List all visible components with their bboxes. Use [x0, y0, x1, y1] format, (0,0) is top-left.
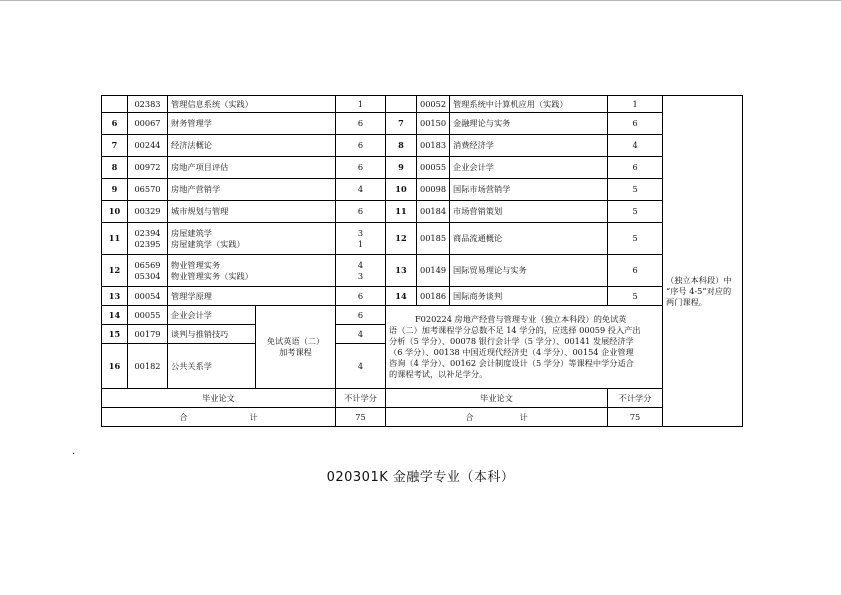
course-credit: 5	[608, 179, 663, 201]
course-name: 管理信息系统（实践）	[168, 96, 336, 113]
course-name: 管理学原理	[168, 287, 336, 306]
row-number	[386, 96, 417, 113]
course-name-pair	[168, 255, 336, 287]
course-credit-pair	[336, 255, 386, 287]
course-credit: 4	[336, 179, 386, 201]
row-number: 13	[102, 287, 128, 306]
row-number: 12	[102, 255, 128, 287]
row-number: 11	[102, 223, 128, 255]
course-code: 06569	[134, 259, 161, 270]
course-credit: 6	[608, 113, 663, 135]
side-note-line: 两门课程。	[666, 296, 707, 307]
row-number: 6	[102, 113, 128, 135]
course-code: 00329	[128, 201, 168, 223]
course-name: 物业管理实务	[171, 259, 221, 270]
course-credit: 5	[608, 223, 663, 255]
course-code: 05304	[134, 270, 161, 281]
course-credit: 4	[357, 259, 364, 270]
course-code: 06570	[128, 179, 168, 201]
course-name: 企业会计学	[168, 306, 256, 325]
course-code: 00055	[128, 306, 168, 325]
table-row	[102, 113, 743, 135]
row-number: 10	[386, 179, 417, 201]
course-code: 00052	[417, 96, 450, 113]
course-name: 公共关系学	[168, 344, 256, 389]
course-code: 00183	[417, 135, 450, 157]
course-code: 00244	[128, 135, 168, 157]
row-number	[102, 96, 128, 113]
course-code: 00054	[128, 287, 168, 306]
stray-dot: .	[72, 446, 76, 457]
course-code: 00179	[128, 325, 168, 344]
total-credit: 75	[336, 408, 386, 427]
row-number: 12	[386, 223, 417, 255]
table-row	[102, 201, 743, 223]
row-number: 11	[386, 201, 417, 223]
course-credit: 1	[336, 96, 386, 113]
course-credit: 1	[357, 238, 364, 249]
note-line: 语（二）加考课程学分总数不足 14 学分的，应选择 00059 投入产出	[389, 325, 641, 335]
course-code: 00098	[417, 179, 450, 201]
total-label-b: 计	[519, 411, 528, 422]
course-credit: 6	[336, 201, 386, 223]
note-line: F020224 房地产经营与管理专业（独立本科段）的免试英	[415, 314, 627, 324]
course-name: 房屋建筑学（实践）	[171, 238, 245, 249]
course-code: 00182	[128, 344, 168, 389]
row-number: 16	[102, 344, 128, 389]
course-name: 城市规划与管理	[168, 201, 336, 223]
table-row	[102, 255, 743, 287]
table-row	[102, 306, 743, 325]
row-number: 9	[386, 157, 417, 179]
course-name: 商品流通概论	[450, 223, 608, 255]
row-number: 7	[102, 135, 128, 157]
course-name: 房地产营销学	[168, 179, 336, 201]
side-note-line: “序号 4-5”对应的	[666, 285, 732, 296]
course-credit: 4	[336, 325, 386, 344]
total-label-a: 合	[465, 411, 474, 422]
course-code: 02383	[128, 96, 168, 113]
total-label	[102, 408, 336, 427]
table-row	[102, 157, 743, 179]
course-code: 00186	[417, 287, 450, 306]
note-line: 的课程考试，以补足学分。	[389, 369, 488, 379]
thesis-credit: 不计学分	[336, 389, 386, 408]
course-name: 企业会计学	[450, 157, 608, 179]
course-credit: 4	[336, 344, 386, 389]
course-code: 00067	[128, 113, 168, 135]
row-number: 8	[102, 157, 128, 179]
course-credit-pair	[336, 223, 386, 255]
course-credit: 4	[608, 135, 663, 157]
table-row	[102, 135, 743, 157]
course-name: 物业管理实务（实践）	[171, 270, 253, 281]
elective-label-line: 加考课程	[279, 347, 312, 357]
course-credit: 6	[608, 255, 663, 287]
course-credit: 6	[336, 135, 386, 157]
top-border-line	[0, 0, 841, 1]
course-credit: 1	[608, 96, 663, 113]
note-line: 分析（5 学分）、00078 银行会计学（5 学分）、00141 发展经济学	[389, 336, 634, 346]
course-code: 00972	[128, 157, 168, 179]
course-credit: 6	[608, 157, 663, 179]
course-name-pair	[168, 223, 336, 255]
table-row	[102, 96, 743, 113]
course-name: 房地产项目评估	[168, 157, 336, 179]
elective-note	[386, 306, 663, 389]
course-name: 经济法概论	[168, 135, 336, 157]
elective-label	[256, 306, 336, 389]
side-note	[663, 96, 743, 427]
total-row	[102, 408, 743, 427]
thesis-credit: 不计学分	[608, 389, 663, 408]
row-number: 14	[386, 287, 417, 306]
table-row	[102, 179, 743, 201]
course-code: 00055	[417, 157, 450, 179]
section-title: 020301K 金融学专业（本科）	[326, 470, 515, 485]
course-name: 房屋建筑学	[171, 227, 212, 238]
thesis-label: 毕业论文	[102, 389, 336, 408]
course-name: 金融理论与实务	[450, 113, 608, 135]
course-name: 消费经济学	[450, 135, 608, 157]
table-row	[102, 287, 743, 306]
course-credit: 3	[357, 227, 364, 238]
course-code: 00185	[417, 223, 450, 255]
course-code-pair	[128, 223, 168, 255]
table-row	[102, 223, 743, 255]
course-credit: 5	[608, 201, 663, 223]
course-credit: 6	[336, 113, 386, 135]
total-label	[386, 408, 608, 427]
course-code: 00149	[417, 255, 450, 287]
note-line: （6 学分）、00138 中国近现代经济史（4 学分）、00154 企业管理	[389, 347, 634, 357]
thesis-label: 毕业论文	[386, 389, 608, 408]
course-name: 国际商务谈判	[450, 287, 608, 306]
course-name: 市场营销策划	[450, 201, 608, 223]
elective-label-line: 免试英语（二）	[266, 336, 325, 346]
course-credit: 6	[336, 157, 386, 179]
course-credit: 6	[336, 287, 386, 306]
course-table	[101, 95, 743, 427]
row-number: 14	[102, 306, 128, 325]
course-code: 02394	[134, 227, 161, 238]
total-label-a: 合	[179, 411, 188, 422]
course-name: 管理系统中计算机应用（实践）	[450, 96, 608, 113]
row-number: 9	[102, 179, 128, 201]
total-credit: 75	[608, 408, 663, 427]
course-credit: 6	[336, 306, 386, 325]
total-label-b: 计	[249, 411, 258, 422]
course-name: 财务管理学	[168, 113, 336, 135]
note-line: 咨询（4 学分）、00162 会计制度设计（5 学分）等课程中学分适合	[389, 358, 634, 368]
course-credit: 5	[608, 287, 663, 306]
course-credit: 3	[357, 270, 364, 281]
course-code-pair	[128, 255, 168, 287]
side-note-line: （独立本科段）中	[666, 274, 732, 285]
row-number: 7	[386, 113, 417, 135]
course-code: 00184	[417, 201, 450, 223]
course-name: 国际市场营销学	[450, 179, 608, 201]
thesis-row	[102, 389, 743, 408]
row-number: 15	[102, 325, 128, 344]
course-code: 00150	[417, 113, 450, 135]
course-name: 国际贸易理论与实务	[450, 255, 608, 287]
row-number: 8	[386, 135, 417, 157]
row-number: 10	[102, 201, 128, 223]
course-name: 谈判与推销技巧	[168, 325, 256, 344]
row-number: 13	[386, 255, 417, 287]
course-code: 02395	[134, 238, 161, 249]
